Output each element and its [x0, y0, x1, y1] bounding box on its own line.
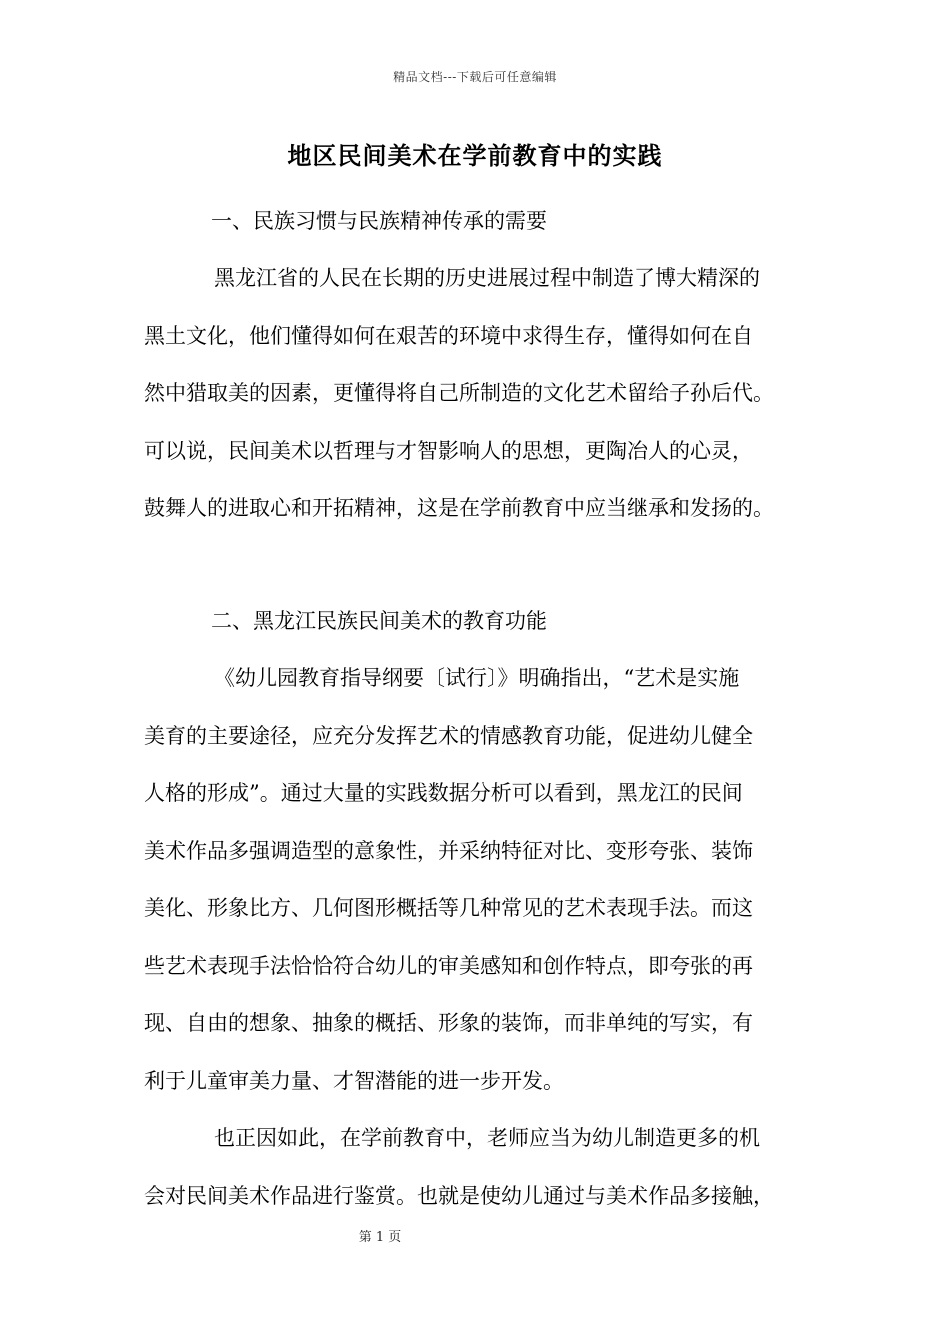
- document-title: 地区民间美术在学前教育中的实践: [287, 141, 663, 170]
- paragraph-line: 现、自由的想象、抽象的概括、形象的装饰，而非单纯的写实，有: [144, 1011, 753, 1035]
- paragraph-line: 也正因如此，在学前教育中，老师应当为幼儿制造更多的机: [214, 1126, 760, 1150]
- paragraph-line: 可以说，民间美术以哲理与才智影响人的思想，更陶冶人的心灵，: [144, 438, 753, 463]
- page-number: 第 1 页: [358, 1230, 402, 1245]
- paragraph-line: 《幼儿园教育指导纲要〔试行〕》明确指出，“艺术是实施: [214, 666, 740, 690]
- paragraph-section2-2: [144, 1110, 820, 1225]
- paragraph-section2-1: [144, 650, 820, 1110]
- paragraph-line: 美育的主要途径，应充分发挥艺术的情感教育功能，促进幼儿健全: [144, 723, 753, 748]
- paragraph-line: 人格的形成”。通过大量的实践数据分析可以看到，黑龙江的民间: [144, 781, 743, 805]
- paragraph-section1: [144, 250, 820, 538]
- section-heading-1: 一、民族习惯与民族精神传承的需要: [211, 209, 547, 233]
- paragraph-line: 黑土文化，他们懂得如何在艰苦的环境中求得生存，懂得如何在自: [144, 323, 753, 348]
- paragraph-line: 些艺术表现手法恰恰符合幼儿的审美感知和创作特点，即夸张的再: [144, 953, 753, 978]
- paragraph-line: 然中猎取美的因素，更懂得将自己所制造的文化艺术留给子孙后代。: [144, 381, 774, 405]
- section-heading-2: 二、黑龙江民族民间美术的教育功能: [211, 609, 547, 633]
- paragraph-line: 黑龙江省的人民在长期的历史进展过程中制造了博大精深的: [214, 266, 760, 290]
- paragraph-line: 美化、形象比方、几何图形概括等几种常见的艺术表现手法。而这: [144, 896, 753, 920]
- header-note: 精品文档---下载后可任意编辑: [393, 70, 557, 84]
- paragraph-line: 鼓舞人的进取心和开拓精神，这是在学前教育中应当继承和发扬的。: [144, 496, 774, 520]
- paragraph-line: 会对民间美术作品进行鉴赏。也就是使幼儿通过与美术作品多接触，: [144, 1183, 774, 1208]
- paragraph-line: 利于儿童审美力量、才智潜能的进一步开发。: [144, 1068, 564, 1093]
- paragraph-line: 美术作品多强调造型的意象性，并采纳特征对比、变形夸张、装饰: [144, 838, 753, 863]
